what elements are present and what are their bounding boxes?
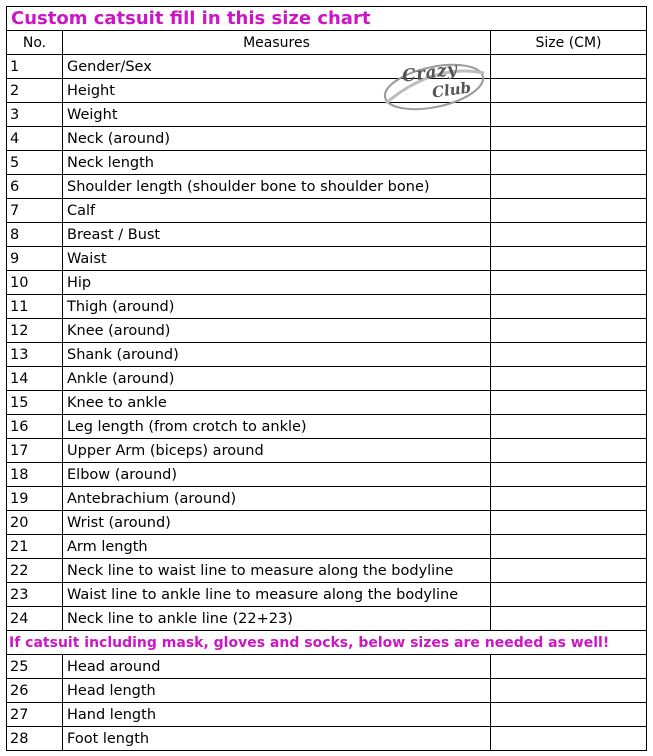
row-number: 20 [7,511,63,535]
row-number: 26 [7,679,63,703]
row-number: 3 [7,103,63,127]
row-number: 23 [7,583,63,607]
row-size-field[interactable] [491,247,647,271]
row-number: 22 [7,559,63,583]
row-measure: Knee (around) [63,319,491,343]
row-measure: Neck line to ankle line (22+23) [63,607,491,631]
table-row [7,55,647,79]
header-row [7,31,647,55]
row-number: 15 [7,391,63,415]
row-size-field[interactable] [491,727,647,751]
row-measure: Knee to ankle [63,391,491,415]
table-row [7,151,647,175]
chart-title: Custom catsuit fill in this size chart [7,7,647,31]
row-measure: Wrist (around) [63,511,491,535]
header-size: Size (CM) [491,31,647,55]
row-number: 17 [7,439,63,463]
row-size-field[interactable] [491,367,647,391]
row-size-field[interactable] [491,223,647,247]
row-measure: Leg length (from crotch to ankle) [63,415,491,439]
row-measure: Neck line to waist line to measure along the bodyline [63,559,491,583]
row-size-field[interactable] [491,175,647,199]
row-number: 18 [7,463,63,487]
row-measure: Head around [63,655,491,679]
row-measure: Ankle (around) [63,367,491,391]
row-measure: Hand length [63,703,491,727]
row-measure: Thigh (around) [63,295,491,319]
row-size-field[interactable] [491,343,647,367]
row-size-field[interactable] [491,295,647,319]
row-size-field[interactable] [491,655,647,679]
row-size-field[interactable] [491,703,647,727]
table-row [7,535,647,559]
row-measure: Head length [63,679,491,703]
table-row [7,607,647,631]
row-number: 25 [7,655,63,679]
row-number: 2 [7,79,63,103]
row-number: 4 [7,127,63,151]
row-size-field[interactable] [491,55,647,79]
logo-text-line1: Crazy [400,59,459,87]
row-measure: Breast / Bust [63,223,491,247]
row-size-field[interactable] [491,535,647,559]
note-text: If catsuit including mask, gloves and socks, below sizes are needed as well! [7,631,647,655]
row-size-field[interactable] [491,319,647,343]
row-size-field[interactable] [491,439,647,463]
row-number: 13 [7,343,63,367]
table-row [7,391,647,415]
row-number: 19 [7,487,63,511]
row-measure: Weight [63,103,491,127]
table-row [7,703,647,727]
row-measure: Height [63,79,491,103]
row-number: 6 [7,175,63,199]
table-row [7,583,647,607]
table-row [7,247,647,271]
row-number: 11 [7,295,63,319]
row-number: 27 [7,703,63,727]
row-measure: Shank (around) [63,343,491,367]
row-measure: Waist [63,247,491,271]
table-row [7,679,647,703]
row-number: 10 [7,271,63,295]
row-size-field[interactable] [491,583,647,607]
row-size-field[interactable] [491,511,647,535]
table-row [7,127,647,151]
row-measure: Arm length [63,535,491,559]
table-row [7,175,647,199]
row-number: 7 [7,199,63,223]
table-row [7,343,647,367]
row-size-field[interactable] [491,199,647,223]
row-number: 9 [7,247,63,271]
row-measure: Shoulder length (shoulder bone to shoulder bone) [63,175,491,199]
row-size-field[interactable] [491,487,647,511]
table-row [7,79,647,103]
size-chart-table [6,6,647,751]
row-number: 16 [7,415,63,439]
row-number: 12 [7,319,63,343]
row-size-field[interactable] [491,559,647,583]
row-measure: Waist line to ankle line to measure along the bodyline [63,583,491,607]
logo-text-line2: Club [430,78,473,102]
header-no: No. [7,31,63,55]
table-row [7,271,647,295]
table-row [7,295,647,319]
row-size-field[interactable] [491,79,647,103]
table-row [7,415,647,439]
row-size-field[interactable] [491,679,647,703]
row-measure: Elbow (around) [63,463,491,487]
size-chart [6,6,646,751]
row-measure: Neck length [63,151,491,175]
row-measure: Gender/Sex [63,55,491,79]
row-size-field[interactable] [491,391,647,415]
row-size-field[interactable] [491,463,647,487]
row-measure: Upper Arm (biceps) around [63,439,491,463]
table-row [7,223,647,247]
table-row [7,655,647,679]
table-row [7,727,647,751]
row-number: 5 [7,151,63,175]
row-number: 28 [7,727,63,751]
table-row [7,487,647,511]
row-measure: Hip [63,271,491,295]
row-size-field[interactable] [491,103,647,127]
title-row [7,7,647,31]
note-row [7,631,647,655]
row-measure: Calf [63,199,491,223]
row-size-field[interactable] [491,151,647,175]
header-measures: Measures [63,31,491,55]
table-row [7,199,647,223]
table-row [7,319,647,343]
table-row [7,511,647,535]
row-size-field[interactable] [491,607,647,631]
row-size-field[interactable] [491,127,647,151]
row-measure: Antebrachium (around) [63,487,491,511]
row-number: 21 [7,535,63,559]
table-row [7,559,647,583]
table-row [7,439,647,463]
table-row [7,103,647,127]
row-number: 24 [7,607,63,631]
row-number: 1 [7,55,63,79]
row-measure: Foot length [63,727,491,751]
table-row [7,463,647,487]
row-number: 14 [7,367,63,391]
row-number: 8 [7,223,63,247]
row-size-field[interactable] [491,271,647,295]
row-size-field[interactable] [491,415,647,439]
table-row [7,367,647,391]
row-measure: Neck (around) [63,127,491,151]
